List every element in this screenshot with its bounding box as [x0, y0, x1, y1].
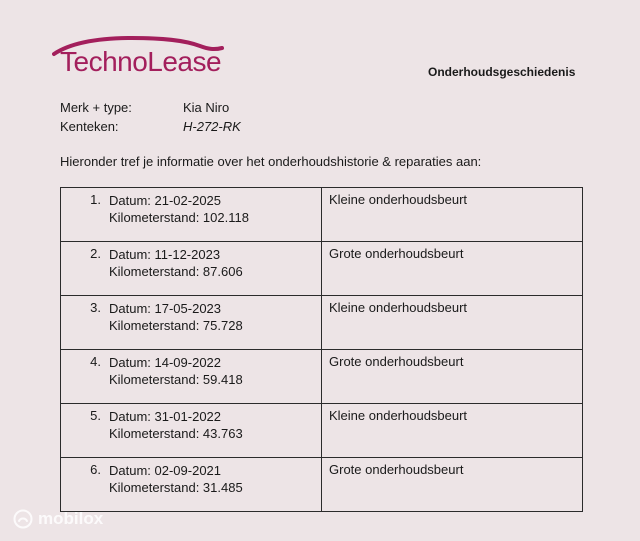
technolease-logo	[52, 30, 227, 78]
vehicle-make-value: Kia Niro	[183, 100, 230, 115]
mobilox-logo-icon	[13, 509, 33, 529]
maintenance-history-table	[60, 187, 583, 512]
entry-lines	[109, 192, 249, 226]
entry-service-type: Kleine onderhoudsbeurt	[322, 404, 583, 458]
entry-mileage: Kilometerstand: 75.728	[109, 318, 243, 333]
entry-number: 4.	[90, 354, 101, 369]
entry-service-type: Grote onderhoudsbeurt	[322, 458, 583, 512]
list-item	[61, 354, 321, 388]
list-item	[61, 192, 321, 226]
entry-number: 1.	[90, 192, 101, 207]
entry-service-type: Kleine onderhoudsbeurt	[322, 296, 583, 350]
entry-lines	[109, 462, 243, 496]
entry-date: Datum: 11-12-2023	[109, 247, 221, 262]
entry-lines	[109, 246, 243, 280]
entry-service-type: Kleine onderhoudsbeurt	[322, 188, 583, 242]
mobilox-watermark	[13, 509, 103, 529]
vehicle-plate-value: H-272-RK	[183, 119, 241, 134]
table-row	[61, 242, 583, 296]
vehicle-plate-label: Kenteken:	[60, 119, 119, 134]
entry-number: 2.	[90, 246, 101, 261]
entry-date: Datum: 21-02-2025	[109, 193, 222, 208]
table-row	[61, 188, 583, 242]
entry-number: 3.	[90, 300, 101, 315]
entry-mileage: Kilometerstand: 59.418	[109, 372, 243, 387]
entry-details-cell	[61, 404, 322, 458]
entry-details-cell	[61, 296, 322, 350]
entry-date: Datum: 17-05-2023	[109, 301, 222, 316]
entry-details-cell	[61, 458, 322, 512]
entry-details-cell	[61, 188, 322, 242]
entry-lines	[109, 408, 243, 442]
table-row	[61, 296, 583, 350]
document-title: Onderhoudsgeschiedenis	[428, 65, 576, 79]
entry-date: Datum: 31-01-2022	[109, 409, 222, 424]
entry-lines	[109, 354, 243, 388]
table-row	[61, 350, 583, 404]
logo-text: TechnoLease	[60, 46, 222, 77]
table-row	[61, 404, 583, 458]
entry-mileage: Kilometerstand: 43.763	[109, 426, 243, 441]
table-row	[61, 458, 583, 512]
entry-date: Datum: 14-09-2022	[109, 355, 222, 370]
entry-mileage: Kilometerstand: 31.485	[109, 480, 243, 495]
vehicle-make-label: Merk + type:	[60, 100, 132, 115]
list-item	[61, 246, 321, 280]
entry-details-cell	[61, 350, 322, 404]
entry-lines	[109, 300, 243, 334]
entry-service-type: Grote onderhoudsbeurt	[322, 350, 583, 404]
entry-service-type: Grote onderhoudsbeurt	[322, 242, 583, 296]
entry-mileage: Kilometerstand: 87.606	[109, 264, 243, 279]
watermark-text: mobilox	[38, 509, 104, 528]
entry-details-cell	[61, 242, 322, 296]
entry-number: 5.	[90, 408, 101, 423]
list-item	[61, 300, 321, 334]
entry-number: 6.	[90, 462, 101, 477]
entry-mileage: Kilometerstand: 102.118	[109, 210, 249, 225]
list-item	[61, 408, 321, 442]
list-item	[61, 462, 321, 496]
intro-text: Hieronder tref je informatie over het onderhoudshistorie & reparaties aan:	[60, 154, 482, 169]
entry-date: Datum: 02-09-2021	[109, 463, 222, 478]
